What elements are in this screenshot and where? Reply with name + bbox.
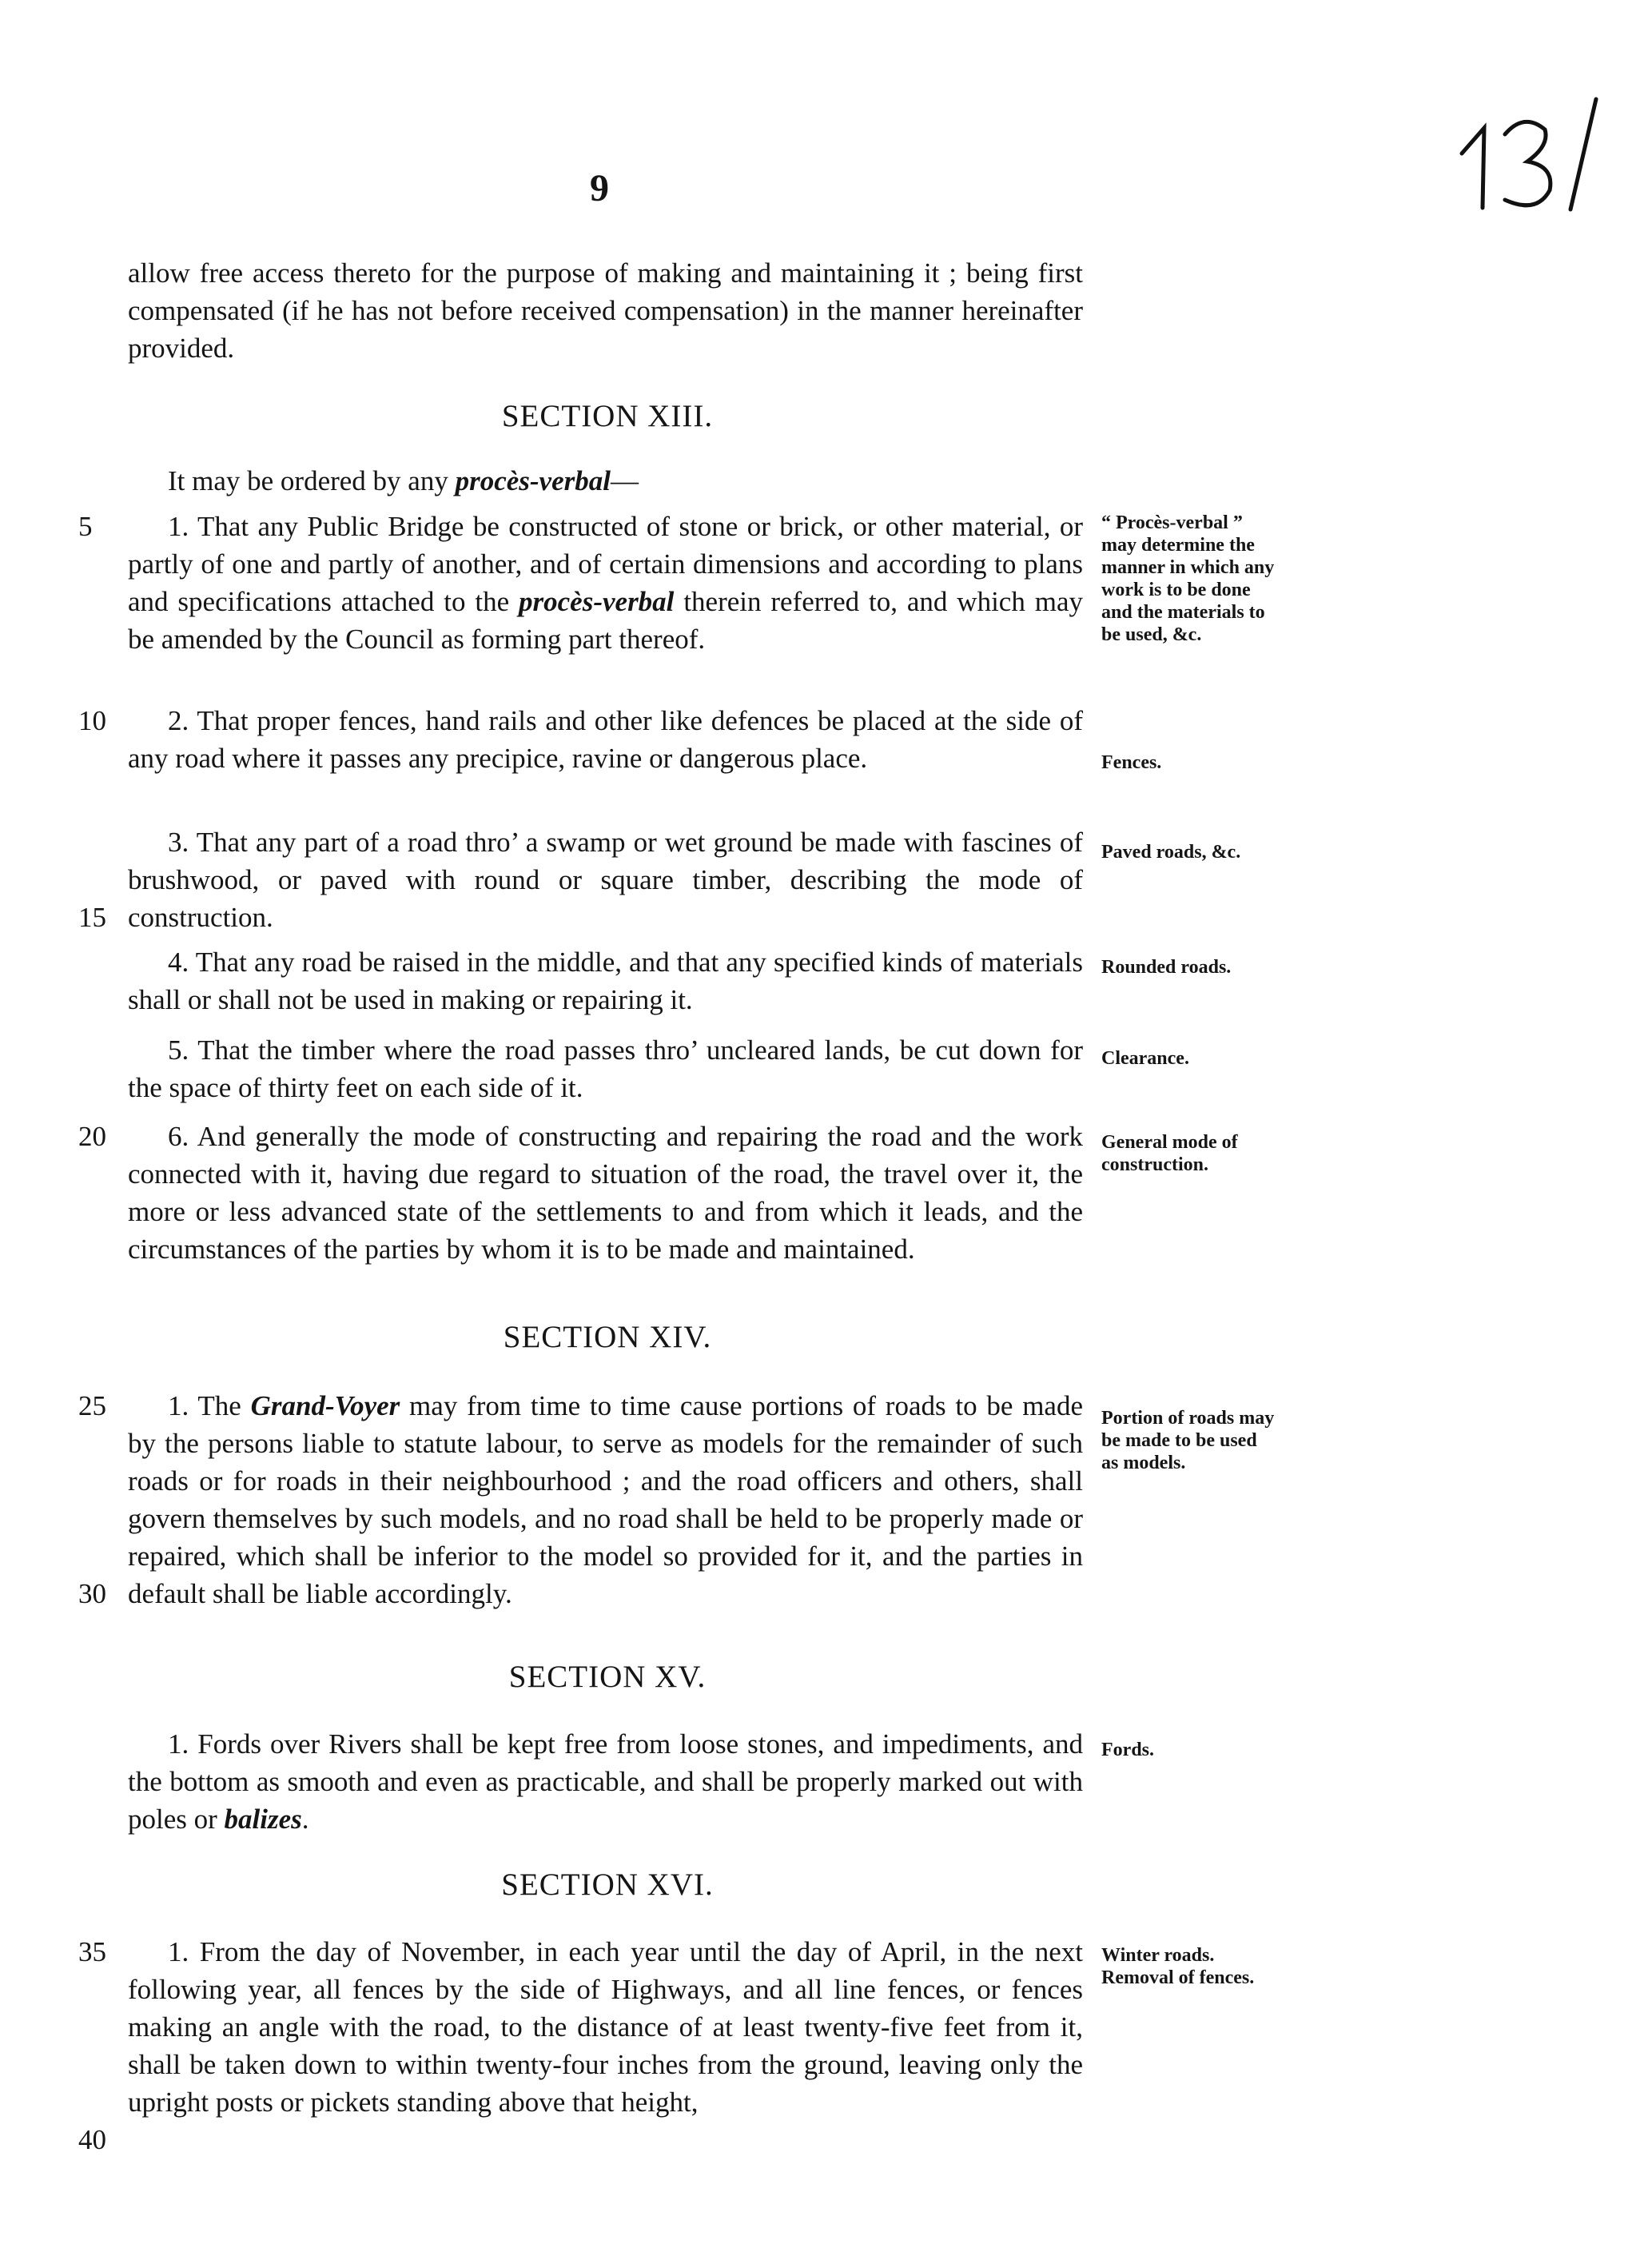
- line-number: 5: [78, 511, 93, 542]
- clause: 1. Fords over Rivers shall be kept free from loose stones, and impediments, and the bottom as smooth and even as practicable, and shall be properly marked out with poles or balizes.: [128, 1728, 1083, 1835]
- marginal-note: Fences.: [1101, 752, 1162, 773]
- handwritten-folio-number: [1451, 88, 1610, 216]
- line-number: 20: [78, 1121, 106, 1152]
- clause: 3. That any part of a road thro’ a swamp or wet ground be made with fascines of brushwood, or paved with round or square timber, describing the mode of construction.: [128, 827, 1083, 933]
- clause: 1. That any Public Bridge be constructed of stone or brick, or other material, or partly of one and partly of another, and of certain dimensions and according to plans and specifications attached to the procès-verbal therein referred to, and which may be amended by the Council as forming part thereof.: [128, 511, 1083, 655]
- marginal-note: Winter roads. Removal of fences.: [1101, 1945, 1255, 1988]
- marginal-note: Portion of roads may be made to be used as models.: [1101, 1408, 1275, 1473]
- section-lead: It may be ordered by any procès-verbal—: [168, 465, 639, 496]
- line-number: 40: [78, 2124, 106, 2155]
- marginal-note: General mode of construction.: [1101, 1132, 1238, 1175]
- marginal-note: Paved roads, &c.: [1101, 842, 1241, 863]
- page-number: 9: [590, 167, 609, 209]
- marginal-note: Fords.: [1101, 1740, 1154, 1760]
- line-number: 35: [78, 1936, 106, 1967]
- clause: 1. The Grand-Voyer may from time to time cause portions of roads to be made by the persons liable to statute labour, to serve as models for the remainder of such roads or for roads in their neighbourhood ; and the road officers and others, shall govern themselves by such models, and no road shall be held to be properly made or repaired, which shall be inferior to the model so provided for it, and the parties in default shall be liable accordingly.: [128, 1390, 1083, 1609]
- section-heading: SECTION XIII.: [501, 399, 714, 433]
- intro-paragraph: allow free access thereto for the purpose of making and maintaining it ; being first compensated (if he has not before received compensation) in the manner hereinafter provided.: [128, 257, 1083, 364]
- line-number: 10: [78, 705, 106, 736]
- clause: 5. That the timber where the road passes thro’ uncleared lands, be cut down for the space of thirty feet on each side of it.: [128, 1034, 1083, 1103]
- clause: 2. That proper fences, hand rails and other like defences be placed at the side of any road where it passes any precipice, ravine or dangerous place.: [128, 705, 1083, 774]
- line-number: 30: [78, 1578, 106, 1609]
- clause: 6. And generally the mode of constructing and repairing the road and the work connected with it, having due regard to situation of the road, the travel over it, the more or less advanced state of the settlements to and from which it leads, and the circumstances of the parties by whom it is to be made and maintained.: [128, 1121, 1083, 1265]
- marginal-note: Rounded roads.: [1101, 957, 1232, 978]
- clause: 1. From the day of November, in each year until the day of April, in the next following year, all fences by the side of Highways, and all line fences, or fences making an angle with the road, to the distance of at least twenty-five feet from it, shall be taken down to within twenty-four inches from the ground, leaving only the upright posts or pickets standing above that height,: [128, 1936, 1083, 2118]
- section-heading: SECTION XVI.: [501, 1867, 714, 1902]
- section-heading: SECTION XIV.: [503, 1320, 712, 1354]
- marginal-note: “ Procès-verbal ” may determine the manner in which any work is to be done and the materials to be used, &c.: [1101, 512, 1275, 645]
- line-number: 15: [78, 902, 106, 933]
- marginal-note: Clearance.: [1101, 1048, 1189, 1069]
- line-number: 25: [78, 1390, 106, 1421]
- section-heading: SECTION XV.: [508, 1660, 707, 1694]
- clause: 4. That any road be raised in the middle, and that any specified kinds of materials shall or shall not be used in making or repairing it.: [128, 947, 1083, 1015]
